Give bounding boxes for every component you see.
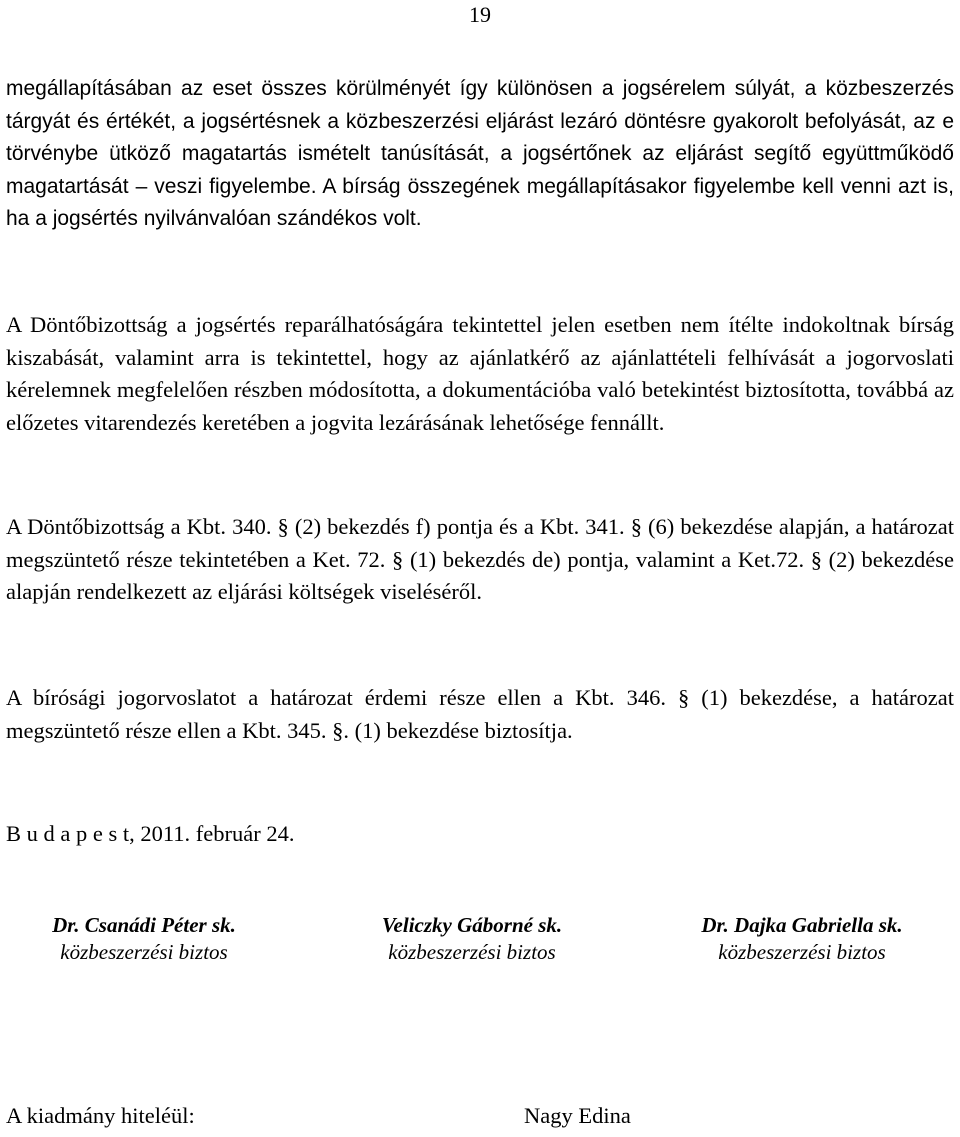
signer-role: közbeszerzési biztos	[388, 940, 556, 964]
certification-footer	[0, 1100, 960, 1132]
paragraph-costs-decision: A Döntőbizottság a Kbt. 340. § (2) bekezdés f) pontja és a Kbt. 341. § (6) bekezdése alapján, a határozat megszüntető része tekintetében a Ket. 72. § (1) bekezdés de) pontja, valamint a Ket.72. § (2) bekezdése alapján rendelkezett az eljárási költségek viseléséről.	[6, 514, 954, 604]
signer-2	[352, 912, 592, 966]
signature-block	[0, 912, 960, 972]
signer-name: Dr. Dajka Gabriella sk.	[701, 913, 903, 937]
certifier-name: Nagy Edina	[524, 1103, 631, 1128]
page-number: 19	[469, 2, 491, 27]
paragraph-penalty-assessment: megállapításában az eset összes körülményét így különösen a jogsérelem súlyát, a közbeszerzés tárgyát és értékét, a jogsértésnek a közbeszerzési eljárást lezáró döntésre gyakorolt befolyását, az e törvénybe ütköző magatartás ismételt tanúsítását, a jogsértőnek az eljárást segítő együttműködő magatartását – veszi figyelembe. A bírság összegének megállapításakor figyelembe kell venni azt is, ha a jogsértés nyilvánvalóan szándékos volt.	[6, 77, 954, 230]
signer-role: közbeszerzési biztos	[60, 940, 228, 964]
signer-name: Veliczky Gáborné sk.	[381, 913, 563, 937]
date-line: B u d a p e s t, 2011. február 24.	[6, 821, 295, 846]
signer-3	[682, 912, 922, 966]
signer-1	[24, 912, 264, 966]
signer-name: Dr. Csanádi Péter sk.	[52, 913, 236, 937]
certification-label: A kiadmány hiteléül:	[6, 1103, 195, 1128]
signer-role: közbeszerzési biztos	[718, 940, 886, 964]
paragraph-no-penalty-reasoning: A Döntőbizottság a jogsértés reparálhatóságára tekintettel jelen esetben nem ítélte indokoltnak bírság kiszabását, valamint arra is tekintettel, hogy az ajánlatkérő az ajánlattételi felhívását a jogorvoslati kérelemnek megfelelően részben módosította, a dokumentációba való betekintést biztosította, továbbá az előzetes vitarendezés keretében a jogvita lezárásának lehetősége fennállt.	[6, 312, 954, 435]
paragraph-judicial-remedy: A bírósági jogorvoslatot a határozat érdemi része ellen a Kbt. 346. § (1) bekezdése, a határozat megszüntető része ellen a Kbt. 345. §. (1) bekezdése biztosítja.	[6, 685, 954, 743]
